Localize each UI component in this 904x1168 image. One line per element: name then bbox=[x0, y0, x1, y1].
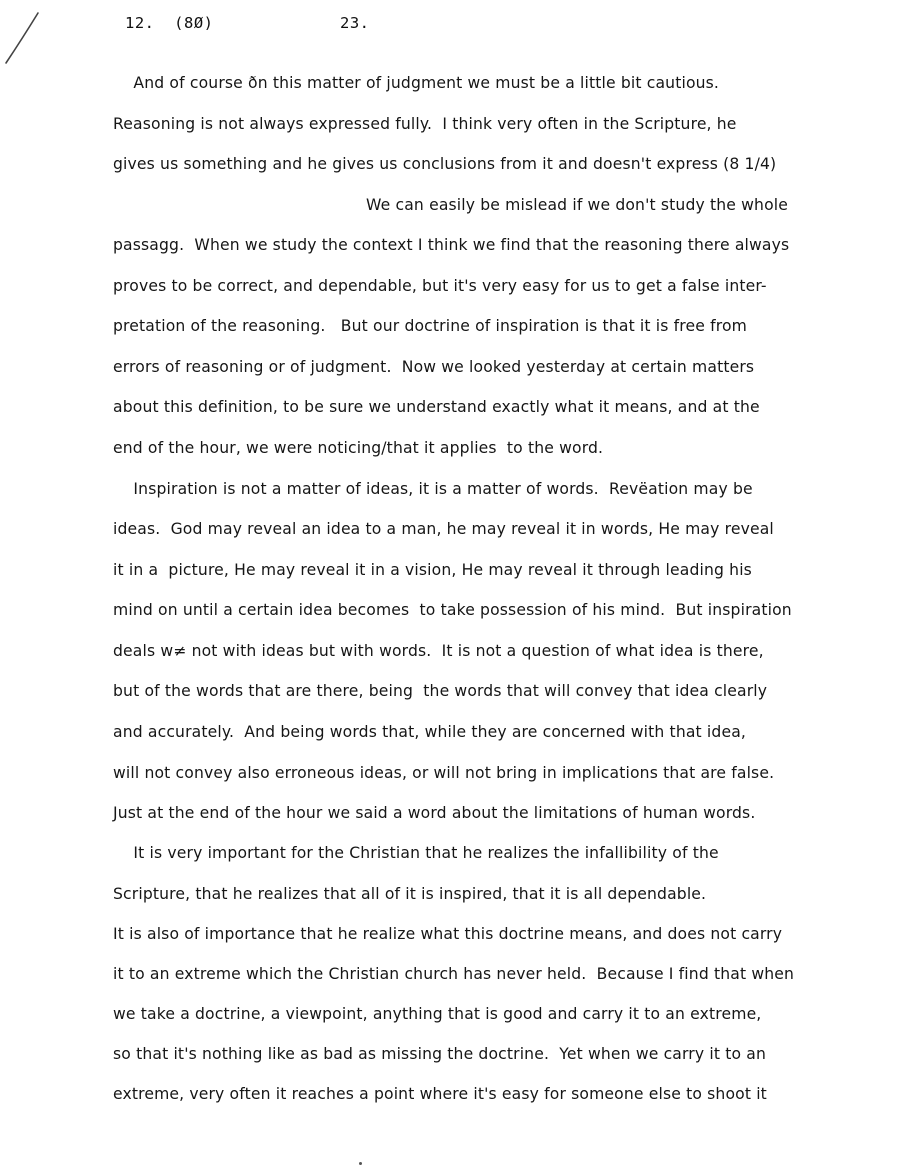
text-line: Inspiration is not a matter of ideas, it is a matter of words. Revëation may be bbox=[113, 480, 753, 498]
text-line: extreme, very often it reaches a point where it's easy for someone else to shoot it bbox=[113, 1085, 767, 1103]
text-line: It is very important for the Christian that he realizes the infallibility of the bbox=[113, 844, 719, 862]
section-number: 12. (8Ø) bbox=[125, 14, 214, 32]
text-line: deals w≠ not with ideas but with words. It is not a question of what idea is there, bbox=[113, 642, 764, 660]
text-line: We can easily be mislead if we don't study the whole bbox=[366, 196, 789, 214]
text-line: It is also of importance that he realize what this doctrine means, and does not carry bbox=[113, 925, 783, 943]
text-line: we take a doctrine, a viewpoint, anything that is good and carry it to an extreme, bbox=[113, 1005, 762, 1023]
page-number: 23. bbox=[340, 14, 370, 32]
stray-mark bbox=[359, 1162, 362, 1165]
text-line: and accurately. And being words that, while they are concerned with that idea, bbox=[113, 723, 747, 741]
text-line: it in a picture, He may reveal it in a vision, He may reveal it through leading his bbox=[113, 561, 752, 579]
text-line: ideas. God may reveal an idea to a man, he may reveal it in words, He may reveal bbox=[113, 520, 774, 538]
text-line: proves to be correct, and dependable, but it's very easy for us to get a false inter- bbox=[113, 277, 767, 295]
text-line: mind on until a certain idea becomes to take possession of his mind. But inspiration bbox=[113, 601, 792, 619]
text-line: errors of reasoning or of judgment. Now we looked yesterday at certain matters bbox=[113, 358, 755, 376]
text-line: will not convey also erroneous ideas, or will not bring in implications that are false. bbox=[113, 764, 775, 782]
text-line: Scripture, that he realizes that all of it is inspired, that it is all dependable. bbox=[113, 885, 707, 903]
text-line: but of the words that are there, being the words that will convey that idea clearly bbox=[113, 682, 768, 700]
text-line: gives us something and he gives us conclusions from it and doesn't express (8 1/4) bbox=[113, 155, 777, 173]
text-line: Just at the end of the hour we said a word about the limitations of human words. bbox=[113, 804, 756, 822]
text-line: end of the hour, we were noticing/that it applies to the word. bbox=[113, 439, 604, 457]
text-line: And of course ðn this matter of judgment we must be a little bit cautious. bbox=[113, 74, 720, 92]
text-line: pretation of the reasoning. But our doctrine of inspiration is that it is free from bbox=[113, 317, 747, 335]
handwritten-slash-mark bbox=[2, 10, 42, 66]
text-line: passagg. When we study the context I think we find that the reasoning there always bbox=[113, 236, 790, 254]
text-line: Reasoning is not always expressed fully. I think very often in the Scripture, he bbox=[113, 115, 737, 133]
text-line: it to an extreme which the Christian church has never held. Because I find that when bbox=[113, 965, 795, 983]
text-line: about this definition, to be sure we understand exactly what it means, and at the bbox=[113, 398, 760, 416]
text-line: so that it's nothing like as bad as missing the doctrine. Yet when we carry it to an bbox=[113, 1045, 766, 1063]
